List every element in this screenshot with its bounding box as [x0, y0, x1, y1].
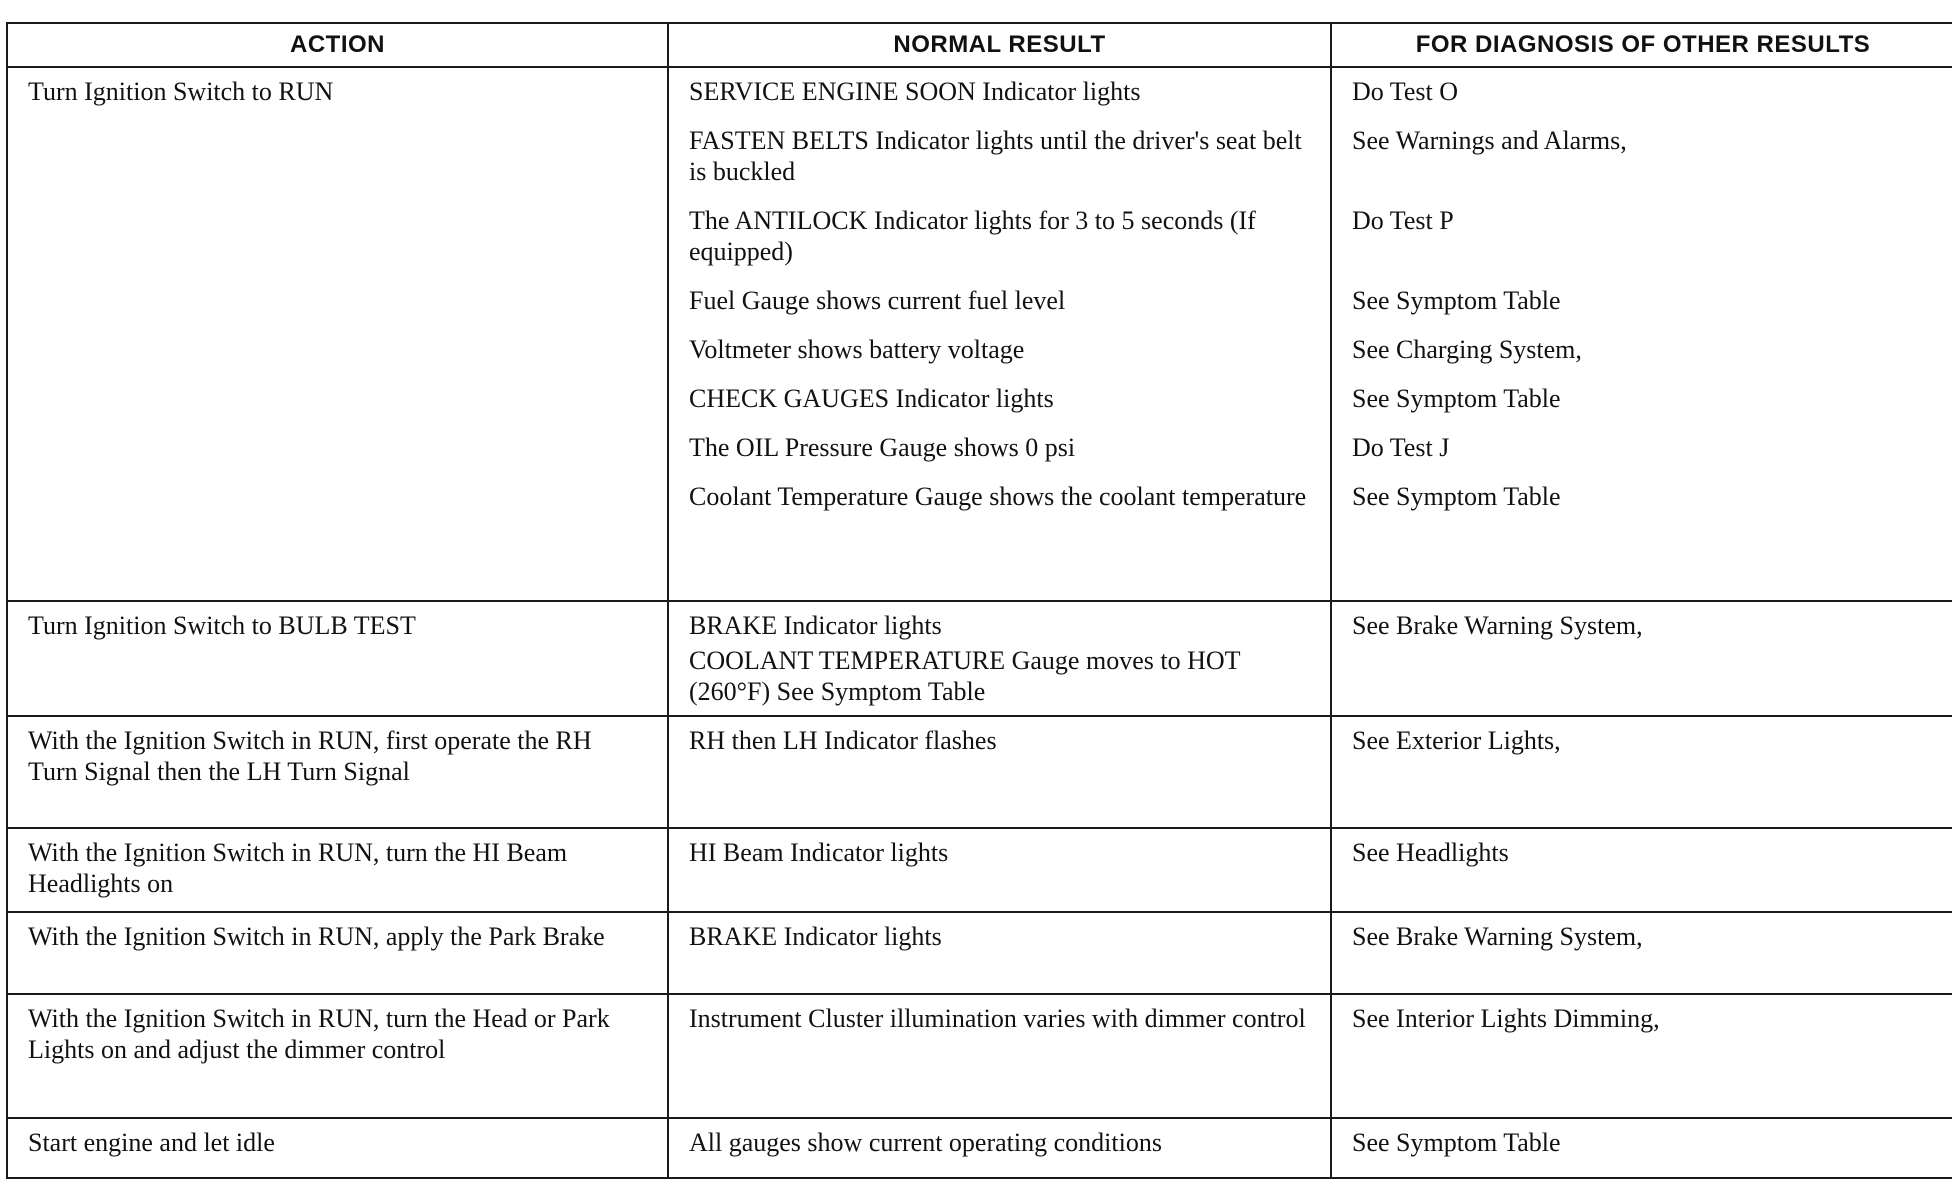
diagnosis-cell	[1331, 828, 1952, 912]
diagnosis-item: See Symptom Table	[1352, 286, 1561, 315]
action-cell	[7, 67, 668, 601]
normal-result-text: BRAKE Indicator lights	[689, 922, 942, 951]
normal-result-cell	[668, 828, 1331, 912]
table-row	[7, 1118, 1952, 1178]
table-row	[7, 994, 1952, 1118]
diagnosis-cell	[1331, 716, 1952, 828]
normal-result-text: HI Beam Indicator lights	[689, 838, 949, 867]
action-cell	[7, 601, 668, 716]
diagnosis-cell	[1331, 912, 1952, 994]
diagnosis-text: See Exterior Lights,	[1352, 726, 1561, 755]
normal-result-cell	[668, 912, 1331, 994]
action-cell	[7, 994, 668, 1118]
table-header-row	[7, 23, 1952, 67]
diagnosis-text: See Headlights	[1352, 838, 1509, 867]
diagnosis-cell	[1331, 1118, 1952, 1178]
normal-result-text: All gauges show current operating conditions	[689, 1128, 1162, 1157]
diagnosis-item: See Charging System,	[1352, 335, 1582, 364]
diagnosis-item: Do Test O	[1352, 77, 1459, 106]
header-diagnosis: FOR DIAGNOSIS OF OTHER RESULTS	[1331, 23, 1952, 67]
action-text: With the Ignition Switch in RUN, apply the Park Brake	[28, 922, 605, 951]
normal-result-item: SERVICE ENGINE SOON Indicator lights	[689, 77, 1141, 106]
normal-result-item: FASTEN BELTS Indicator lights until the driver's seat belt is buckled	[689, 126, 1302, 186]
diagnosis-item: See Symptom Table	[1352, 482, 1561, 511]
normal-result-item: The ANTILOCK Indicator lights for 3 to 5 seconds (If equipped)	[689, 206, 1256, 266]
table-row	[7, 67, 1952, 601]
normal-result-item: COOLANT TEMPERATURE Gauge moves to HOT (260°F) See Symptom Table	[689, 646, 1241, 706]
normal-result-item: Voltmeter shows battery voltage	[689, 335, 1025, 364]
action-text: Turn Ignition Switch to BULB TEST	[28, 611, 416, 640]
action-text: Turn Ignition Switch to RUN	[28, 77, 334, 106]
diagnosis-text: See Brake Warning System,	[1352, 922, 1643, 951]
header-normal-result: NORMAL RESULT	[668, 23, 1331, 67]
diagnosis-text: See Interior Lights Dimming,	[1352, 1004, 1660, 1033]
diagnosis-text: See Symptom Table	[1352, 1128, 1561, 1157]
normal-result-text: RH then LH Indicator flashes	[689, 726, 997, 755]
table-row	[7, 912, 1952, 994]
normal-result-text: Instrument Cluster illumination varies with dimmer control	[689, 1004, 1306, 1033]
diagnosis-item: Do Test P	[1352, 206, 1454, 235]
normal-result-item: CHECK GAUGES Indicator lights	[689, 384, 1054, 413]
table-row	[7, 601, 1952, 716]
normal-result-item: BRAKE Indicator lights	[689, 611, 942, 640]
normal-result-cell	[668, 601, 1331, 716]
action-text: With the Ignition Switch in RUN, turn the Head or Park Lights on and adjust the dimmer control	[28, 1004, 610, 1064]
diagnosis-cell	[1331, 601, 1952, 716]
normal-result-cell	[668, 994, 1331, 1118]
action-cell	[7, 1118, 668, 1178]
action-cell	[7, 828, 668, 912]
diagnostic-table	[6, 22, 1952, 1179]
normal-result-item: Fuel Gauge shows current fuel level	[689, 286, 1066, 315]
diagnosis-cell	[1331, 994, 1952, 1118]
normal-result-item: Coolant Temperature Gauge shows the coolant temperature	[689, 482, 1307, 511]
normal-result-cell	[668, 716, 1331, 828]
diagnosis-text: See Brake Warning System,	[1352, 611, 1643, 640]
action-cell	[7, 716, 668, 828]
header-action: ACTION	[7, 23, 668, 67]
table-row	[7, 828, 1952, 912]
diagnosis-cell	[1331, 67, 1952, 601]
diagnosis-item: See Symptom Table	[1352, 384, 1561, 413]
normal-result-cell	[668, 67, 1331, 601]
normal-result-cell	[668, 1118, 1331, 1178]
normal-result-item: The OIL Pressure Gauge shows 0 psi	[689, 433, 1076, 462]
diagnosis-item: See Warnings and Alarms,	[1352, 126, 1627, 155]
action-text: With the Ignition Switch in RUN, first operate the RH Turn Signal then the LH Turn Signal	[28, 726, 592, 786]
action-text: Start engine and let idle	[28, 1128, 275, 1157]
table-row	[7, 716, 1952, 828]
action-text: With the Ignition Switch in RUN, turn the HI Beam Headlights on	[28, 838, 568, 898]
diagnostic-table-page	[6, 22, 1952, 1170]
action-cell	[7, 912, 668, 994]
diagnosis-item: Do Test J	[1352, 433, 1450, 462]
